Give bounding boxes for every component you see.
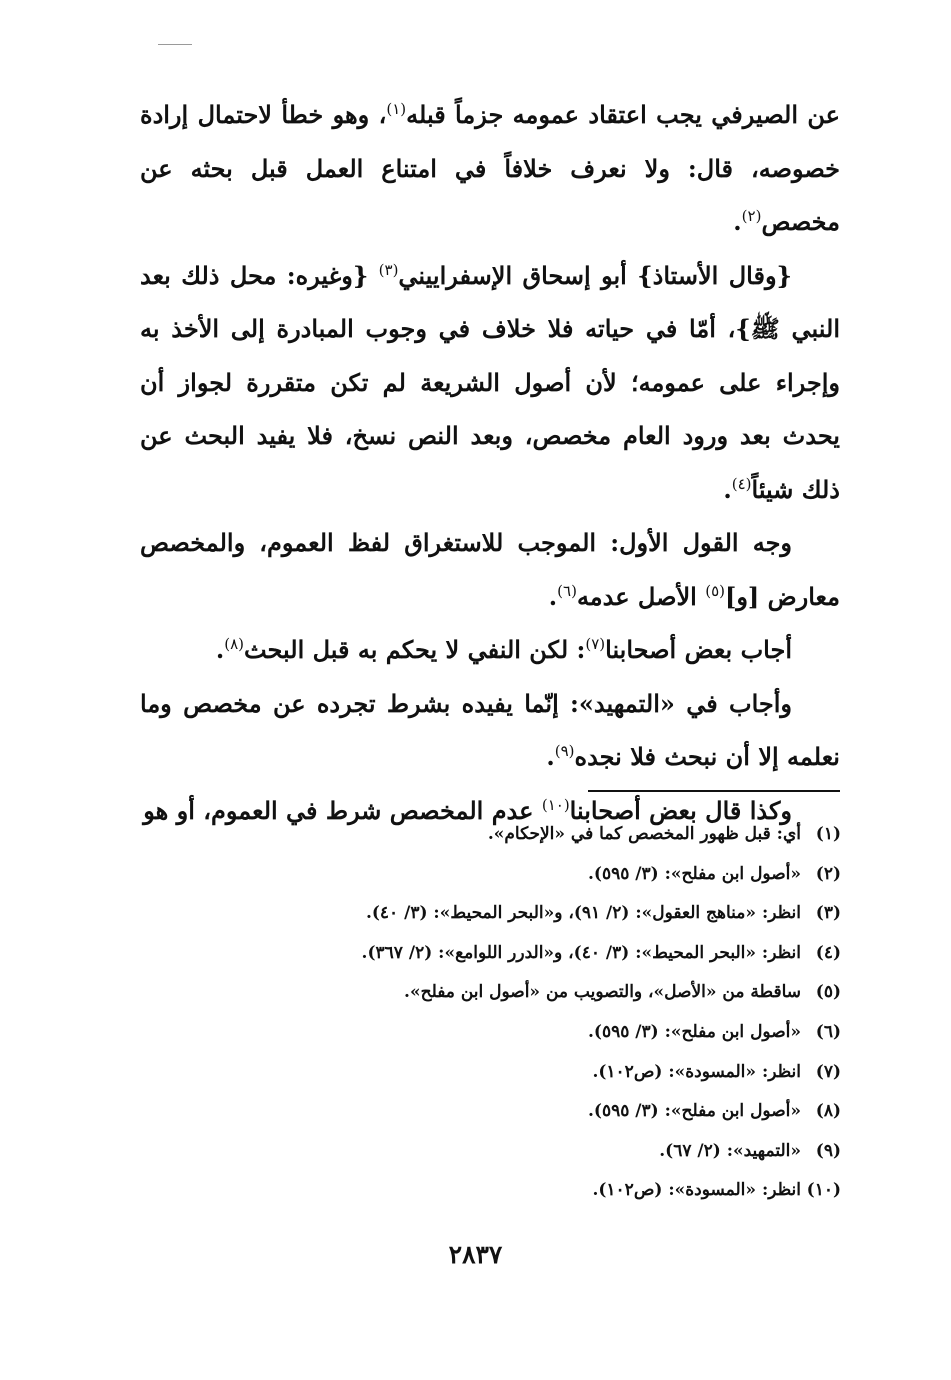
footnote-ref: (٣) bbox=[378, 260, 399, 279]
footnote-text: انظر: «المسودة»: (ص١٠٢). bbox=[592, 1061, 801, 1082]
footnote-ref: (٦) bbox=[557, 581, 577, 600]
paragraph bbox=[140, 88, 840, 249]
footnote-number: (٣) bbox=[815, 903, 841, 924]
footnote-number: (٢) bbox=[815, 863, 841, 884]
footnote-number: (١٠) bbox=[806, 1180, 841, 1201]
footnote-item bbox=[241, 1013, 841, 1053]
paragraph bbox=[140, 516, 840, 623]
footnote-ref: (٥) bbox=[705, 581, 725, 600]
text-run: . bbox=[546, 742, 555, 771]
header-rule bbox=[158, 44, 192, 45]
text-run: أجاب بعض أصحابنا bbox=[605, 635, 792, 664]
footnote-ref: (٩) bbox=[554, 742, 575, 760]
footnote-item bbox=[241, 1171, 841, 1211]
text-run: وجه القول الأول: الموجب للاستغراق لفظ العموم، والمخصص معارض [و] bbox=[140, 528, 840, 611]
text-run: وأجاب في «التمهيد»: إنّما يفيده بشرط تجرده عن مخصص وما نعلمه إلا أن نبحث فلا نجده bbox=[140, 688, 840, 771]
footnotes-list bbox=[241, 815, 841, 1211]
footnote-text: «أصول ابن مفلح»: (٣/ ٥٩٥). bbox=[588, 1101, 801, 1122]
footnote-number: (٥) bbox=[815, 982, 841, 1003]
footnote-number: (٨) bbox=[815, 1101, 841, 1122]
text-run: . bbox=[215, 635, 225, 664]
footnote-ref: (١٠) bbox=[541, 795, 570, 814]
text-run: الأصل عدمه bbox=[576, 581, 706, 611]
text-run: ، وهو خطأ لاحتمال إرادة خصوصه، قال: ولا نعرف خلافاً في امتناع العمل قبل بحثه عن مخصص bbox=[140, 100, 840, 236]
footnote-item bbox=[241, 1092, 841, 1132]
footnote-number: (١) bbox=[815, 824, 841, 844]
footnote-item bbox=[241, 1132, 841, 1172]
text-run: {وقال الأستاذ} أبو إسحاق الإسفراييني bbox=[398, 260, 792, 290]
text-run: . bbox=[548, 581, 558, 611]
footnote-text: انظر: «المسودة»: (ص١٠٢). bbox=[592, 1180, 801, 1201]
text-run: {وغيره: محل ذلك بعد النبي ﷺ}، أمّا في حياته فلا خلاف في وجوب المبادرة إلى الأخذ به وإجراء على عمومه؛ لأن أصول الشريعة لم تكن متقررة لجواز أن يحدث بعد ورود العام مخصص، وبعد النص نسخ، فلا يفيد البحث عن ذلك شيئاً bbox=[140, 260, 840, 504]
text-run: : لكن النفي لا يحكم به قبل البحث bbox=[243, 635, 586, 664]
page-number: ٢٨٣٧ bbox=[448, 1240, 503, 1269]
text-run: . bbox=[723, 474, 732, 504]
paragraph bbox=[140, 677, 840, 784]
main-text bbox=[140, 88, 840, 837]
text-run: وكذا قال بعض أصحابنا bbox=[569, 795, 792, 825]
footnote-text: انظر: «مناهج العقول»: (٢/ ٩١)، و«البحر المحيط»: (٣/ ٤٠). bbox=[365, 903, 801, 924]
footnote-number: (٤) bbox=[815, 942, 841, 963]
footnote-text: «أصول ابن مفلح»: (٣/ ٥٩٥). bbox=[588, 863, 801, 884]
footnote-item bbox=[241, 855, 841, 895]
footnote-text: «التمهيد»: (٢/ ٦٧). bbox=[659, 1140, 801, 1161]
footnote-ref: (٨) bbox=[224, 635, 244, 653]
footnote-item bbox=[241, 815, 841, 855]
text-run: عن الصيرفي يجب اعتقاد عمومه جزماً قبله bbox=[406, 100, 840, 129]
footnote-ref: (١) bbox=[386, 100, 407, 118]
paragraph bbox=[140, 249, 840, 517]
footnote-ref: (٧) bbox=[585, 635, 606, 653]
footnote-ref: (٢) bbox=[741, 207, 762, 225]
text-run: . bbox=[733, 207, 742, 236]
footnote-number: (٦) bbox=[815, 1021, 841, 1042]
footnote-text: أي: قبل ظهور المخصص كما في «الإحكام». bbox=[487, 824, 801, 844]
paragraph bbox=[140, 623, 840, 677]
footnote-item bbox=[241, 894, 841, 934]
footnote-number: (٧) bbox=[815, 1061, 841, 1082]
footnote-ref: (٤) bbox=[731, 474, 752, 493]
footnote-item bbox=[241, 934, 841, 974]
footnote-separator bbox=[588, 790, 840, 792]
footnote-text: «أصول ابن مفلح»: (٣/ ٥٩٥). bbox=[588, 1021, 801, 1042]
footnote-item bbox=[241, 1053, 841, 1093]
footnote-text: انظر: «البحر المحيط»: (٣/ ٤٠)، و«الدرر اللوامع»: (٢/ ٣٦٧). bbox=[361, 942, 801, 963]
footnote-number: (٩) bbox=[815, 1140, 841, 1161]
footnote-text: ساقطة من «الأصل»، والتصويب من «أصول ابن مفلح». bbox=[404, 982, 801, 1003]
text-run: عدم المخصص شرط في العموم، أو هو bbox=[143, 795, 542, 825]
footnote-item bbox=[241, 973, 841, 1013]
